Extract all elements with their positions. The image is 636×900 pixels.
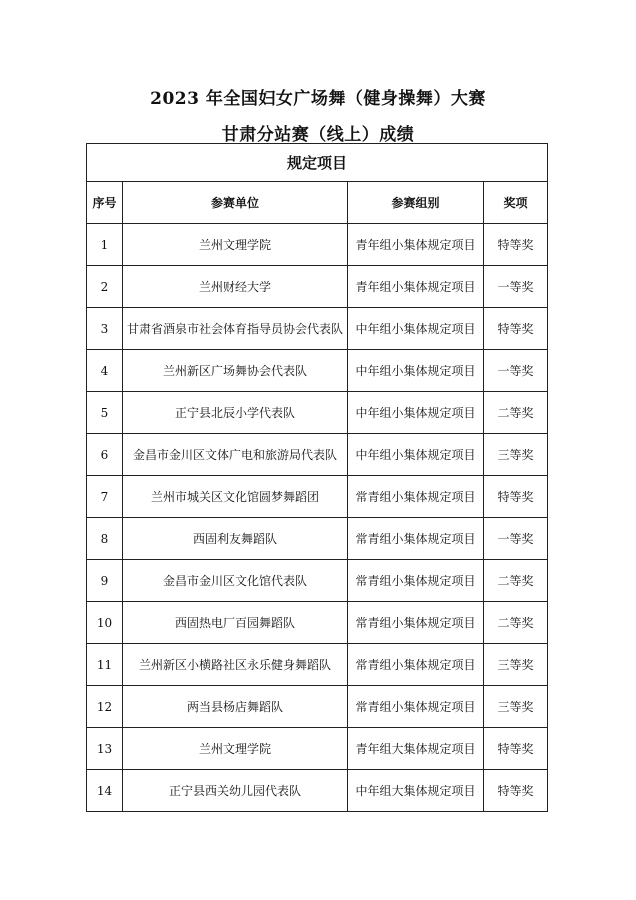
table-row [87, 224, 548, 266]
cell-index: 12 [87, 686, 123, 728]
cell-group: 常青组小集体规定项目 [348, 518, 484, 560]
cell-index: 11 [87, 644, 123, 686]
cell-index: 3 [87, 308, 123, 350]
header-group: 参赛组别 [348, 182, 484, 224]
cell-index: 10 [87, 602, 123, 644]
cell-group: 青年组小集体规定项目 [348, 224, 484, 266]
table-row [87, 686, 548, 728]
header-award: 奖项 [484, 182, 548, 224]
table-row [87, 644, 548, 686]
cell-award: 特等奖 [484, 224, 548, 266]
table-row [87, 350, 548, 392]
cell-award: 特等奖 [484, 770, 548, 812]
cell-index: 8 [87, 518, 123, 560]
document-subtitle: 甘肃分站赛（线上）成绩 [221, 125, 415, 145]
cell-index: 4 [87, 350, 123, 392]
results-table [86, 143, 548, 812]
table-row [87, 308, 548, 350]
table-row [87, 770, 548, 812]
cell-unit: 正宁县西关幼儿园代表队 [123, 770, 348, 812]
cell-unit: 兰州市城关区文化馆圆梦舞蹈团 [123, 476, 348, 518]
cell-group: 常青组小集体规定项目 [348, 476, 484, 518]
section-title: 规定项目 [87, 144, 548, 182]
table-row [87, 392, 548, 434]
cell-award: 一等奖 [484, 350, 548, 392]
table-row [87, 728, 548, 770]
cell-unit: 正宁县北辰小学代表队 [123, 392, 348, 434]
table-row [87, 518, 548, 560]
cell-group: 中年组大集体规定项目 [348, 770, 484, 812]
table-row [87, 476, 548, 518]
cell-unit: 西固热电厂百园舞蹈队 [123, 602, 348, 644]
cell-award: 一等奖 [484, 266, 548, 308]
cell-group: 中年组小集体规定项目 [348, 350, 484, 392]
cell-award: 特等奖 [484, 476, 548, 518]
cell-unit: 金昌市金川区文体广电和旅游局代表队 [123, 434, 348, 476]
cell-group: 常青组小集体规定项目 [348, 560, 484, 602]
cell-group: 青年组大集体规定项目 [348, 728, 484, 770]
cell-award: 一等奖 [484, 518, 548, 560]
cell-award: 三等奖 [484, 434, 548, 476]
header-index: 序号 [87, 182, 123, 224]
cell-unit: 甘肃省酒泉市社会体育指导员协会代表队 [123, 308, 348, 350]
cell-unit: 兰州文理学院 [123, 728, 348, 770]
cell-unit: 兰州新区小横路社区永乐健身舞蹈队 [123, 644, 348, 686]
cell-group: 中年组小集体规定项目 [348, 308, 484, 350]
cell-award: 二等奖 [484, 560, 548, 602]
cell-index: 2 [87, 266, 123, 308]
table-row [87, 434, 548, 476]
cell-group: 常青组小集体规定项目 [348, 686, 484, 728]
cell-award: 二等奖 [484, 602, 548, 644]
cell-award: 二等奖 [484, 392, 548, 434]
table-row [87, 266, 548, 308]
cell-unit: 兰州财经大学 [123, 266, 348, 308]
cell-index: 14 [87, 770, 123, 812]
cell-unit: 兰州文理学院 [123, 224, 348, 266]
cell-unit: 金昌市金川区文化馆代表队 [123, 560, 348, 602]
cell-award: 三等奖 [484, 644, 548, 686]
table-row [87, 560, 548, 602]
cell-index: 6 [87, 434, 123, 476]
cell-unit: 兰州新区广场舞协会代表队 [123, 350, 348, 392]
cell-award: 特等奖 [484, 308, 548, 350]
header-row [87, 182, 548, 224]
cell-group: 常青组小集体规定项目 [348, 644, 484, 686]
cell-index: 13 [87, 728, 123, 770]
header-unit: 参赛单位 [123, 182, 348, 224]
cell-award: 三等奖 [484, 686, 548, 728]
cell-group: 中年组小集体规定项目 [348, 434, 484, 476]
cell-index: 7 [87, 476, 123, 518]
cell-award: 特等奖 [484, 728, 548, 770]
cell-index: 1 [87, 224, 123, 266]
cell-unit: 西固利友舞蹈队 [123, 518, 348, 560]
cell-index: 5 [87, 392, 123, 434]
cell-group: 青年组小集体规定项目 [348, 266, 484, 308]
cell-group: 常青组小集体规定项目 [348, 602, 484, 644]
cell-index: 9 [87, 560, 123, 602]
document-title: 2023 年全国妇女广场舞（健身操舞）大赛 [150, 89, 486, 109]
table-row [87, 602, 548, 644]
cell-unit: 两当县杨店舞蹈队 [123, 686, 348, 728]
cell-group: 中年组小集体规定项目 [348, 392, 484, 434]
section-row [87, 144, 548, 182]
